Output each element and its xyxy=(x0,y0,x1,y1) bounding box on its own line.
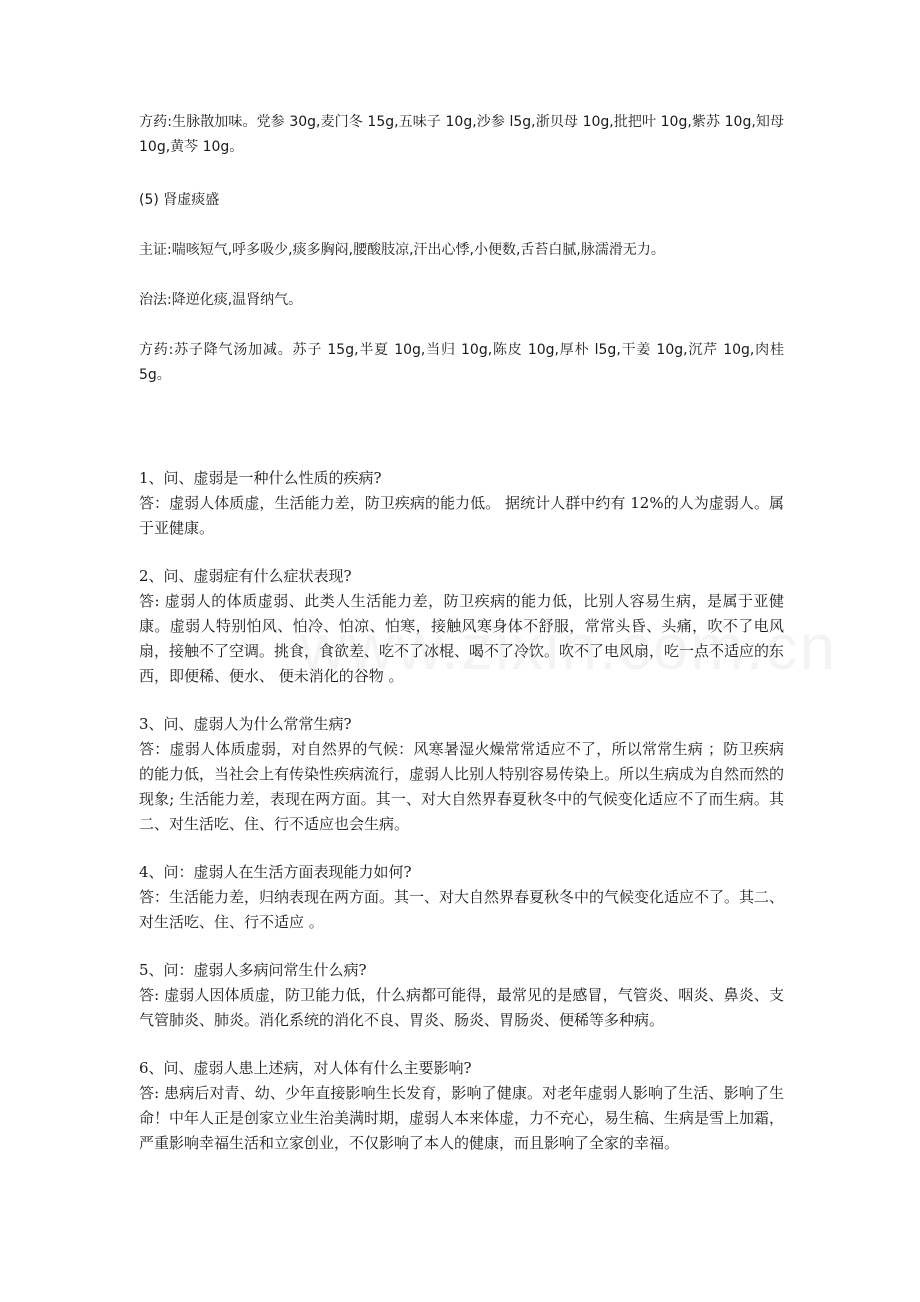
prescription-paragraph: 方药:生脉散加味。党参 30g,麦门冬 15g,五味子 10g,沙参 l5g,浙贝母 10g,批把叶 10g,紫苏 10g,知母 10g,黄芩 10g。 xyxy=(139,114,784,155)
main-symptoms: 主证:喘咳短气,呼多吸少,痰多胸闷,腰酸肢凉,汗出心悸,小便数,舌苔白腻,脉濡滑无力。 xyxy=(139,242,665,258)
answer: 答: 虚弱人因体质虚，防卫能力低，什么病都可能得，最常见的是感冒，气管炎、咽炎、鼻炎、支气管肺炎、肺炎。消化系统的消化不良、胃炎、肠炎、胃肠炎、便稀等多种病。 xyxy=(139,986,784,1029)
treatment-method: 治法:降逆化痰,温肾纳气。 xyxy=(139,292,303,308)
qa-block-4 xyxy=(139,860,784,935)
question: 2、问、虚弱症有什么症状表现? xyxy=(139,567,352,585)
document-page xyxy=(139,110,784,1156)
question: 1、问、虚弱是一种什么性质的疾病? xyxy=(139,469,382,487)
prescription-suzi: 方药:苏子降气汤加减。苏子 15g,半夏 10g,当归 10g,陈皮 10g,厚朴 l5g,干姜 10g,沉芹 10g,肉桂 5g。 xyxy=(139,342,784,383)
question: 3、问、虚弱人为什么常常生病? xyxy=(139,715,352,733)
question: 4、问：虚弱人在生活方面表现能力如何? xyxy=(139,863,412,881)
question: 5、问：虚弱人多病问常生什么病? xyxy=(139,961,367,979)
answer: 答：虚弱人体质虚弱，对自然界的气候：风寒暑湿火燥常常适应不了，所以常常生病 ；防卫疾病的能力低，当社会上有传染性疾病流行，虚弱人比别人特别容易传染上。所以生病成为自然而然的现象; 生活能力差，表现在两方面。其一、对大自然界春夏秋冬中的气候变化适应不了而生病。其二、对生活吃、住、行不适应也会生病。 xyxy=(139,740,785,833)
answer: 答：虚弱人体质虚，生活能力差，防卫疾病的能力低。 据统计人群中约有 12%的人为虚弱人。属于亚健康。 xyxy=(139,494,784,537)
answer: 答：生活能力差，归纳表现在两方面。其一、对大自然界春夏秋冬中的气候变化适应不了。其二、对生活吃、住、行不适应 。 xyxy=(139,888,785,931)
qa-block-6 xyxy=(139,1056,784,1156)
qa-block-3 xyxy=(139,712,784,837)
qa-block-1 xyxy=(139,466,784,541)
answer: 答: 虚弱人的体质虚弱、此类人生活能力差，防卫疾病的能力低，比别人容易生病，是属于亚健康。虚弱人特别怕风、怕冷、怕凉、怕寒，接触风寒身体不舒服，常常头昏、头痛，吹不了电风扇，接触不了空调。挑食，食欲差、吃不了冰棍、喝不了冷饮。吹不了电风扇，吃一点不适应的东西，即便稀、便水、 便未消化的谷物 。 xyxy=(139,592,785,685)
answer: 答: 患病后对青、幼、少年直接影响生长发育，影响了健康。对老年虚弱人影响了生活、影响了生命！中年人正是创家立业生治美满时期，虚弱人本来体虚，力不充心，易生稿、生病是雪上加霜，严重影响幸福生活和立家创业，不仅影响了本人的健康，而且影响了全家的幸福。 xyxy=(139,1084,785,1152)
section-heading-kidney-deficiency: (5) 肾虚痰盛 xyxy=(139,192,220,208)
question: 6、问、虚弱人患上述病，对人体有什么主要影响? xyxy=(139,1059,472,1077)
qa-block-5 xyxy=(139,958,784,1033)
qa-block-2 xyxy=(139,564,784,689)
